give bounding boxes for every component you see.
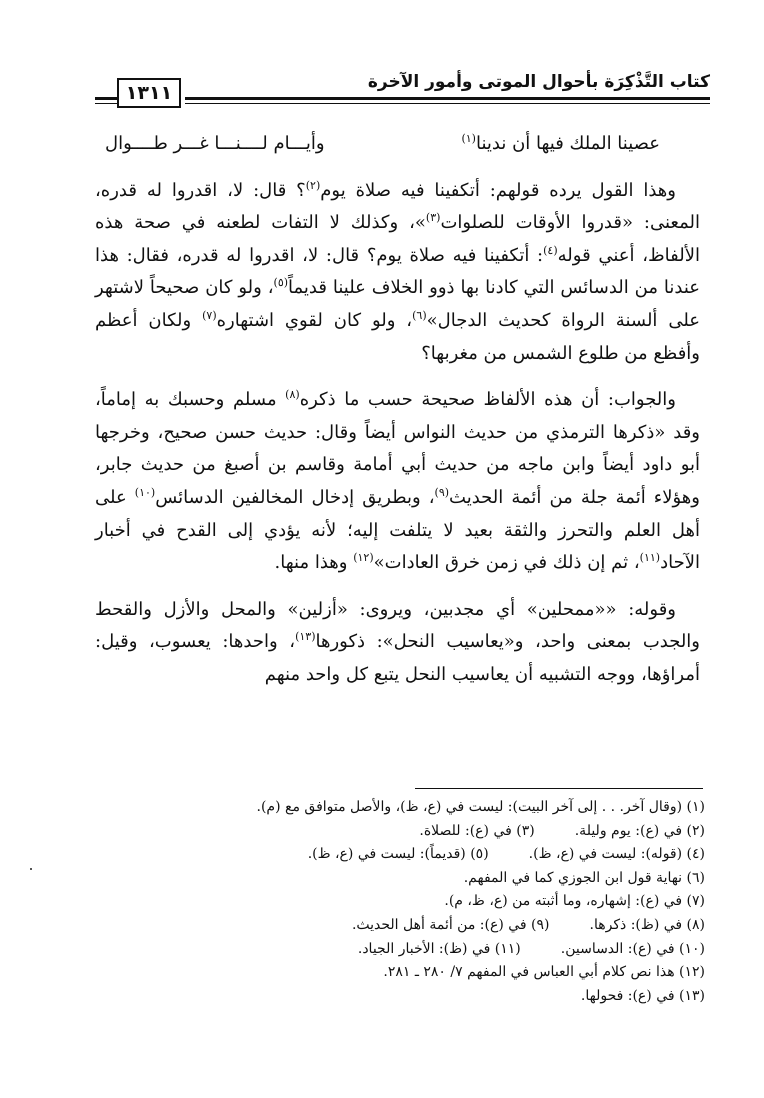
footnote-ref: (٩): [434, 485, 450, 499]
running-header: [95, 58, 710, 108]
text-segment: ، ثم إن ذلك في زمن خرق العادات»: [373, 552, 640, 574]
page-number-rule-thin: [95, 103, 117, 104]
footnote: (٦) نهاية قول ابن الجوزي كما في المفهم.: [463, 869, 705, 886]
text-segment: والجواب: أن هذه الألفاظ صحيحة حسب ما ذكره: [299, 389, 676, 411]
poem-verse: [95, 128, 700, 161]
footnote: (١) (وقال آخر. . . إلى آخر البيت): ليست في (ع، ظ)، والأصل متوافق مع (م).: [256, 799, 705, 815]
footnote-line: [180, 938, 705, 962]
footnote-ref: (١٣): [295, 630, 316, 644]
verse-second-hemistich: وأيـــام لــــنـــا غـــر طــــوال: [105, 133, 325, 154]
footnote-ref: (٦): [412, 308, 427, 322]
margin-speck: [30, 868, 32, 870]
paragraph: [95, 594, 700, 692]
footnote: (١٠) في (ع): الدساسين.: [560, 940, 705, 957]
text-segment: ؟ قال: لا، اقدروا له قدره، المعنى: «قدروا الأوقات للصلوات: [95, 179, 700, 234]
footnotes: [180, 796, 705, 1008]
footnote: (٩) في (ع): من أئمة أهل الحديث.: [351, 916, 550, 933]
paragraph: [95, 175, 700, 371]
book-title: كتاب التَّذْكِرَة بأحوال الموتى وأمور الآخرة: [367, 72, 710, 92]
footnote-line: [180, 820, 705, 844]
footnote: (٥) (قديماً): ليست في (ع، ظ).: [307, 846, 489, 863]
text-segment: على أهل العلم والتحرز والثقة بعيد لا يتلفت إليه؛ لأنه يؤدي إلى القدح في أخبار الآحاد: [95, 486, 700, 574]
footnote-line: [180, 867, 705, 891]
footnote-ref: (١): [461, 132, 476, 145]
text-segment: وهذا منها.: [274, 552, 354, 574]
footnote-separator: [415, 788, 703, 789]
footnote-ref: (٣): [425, 211, 441, 225]
main-text: [95, 128, 700, 706]
page-number: ١٣١١: [117, 78, 181, 108]
footnote-ref: (٨): [285, 388, 300, 402]
footnote: (١١) في (ظ): الأخبار الجياد.: [357, 940, 521, 957]
footnote: (١٢) هذا نص كلام أبي العباس في المفهم ٧/ ٢٨٠ ـ ٢٨١.: [383, 964, 705, 981]
paragraphs: [95, 175, 700, 692]
footnote-ref: (١٢): [353, 551, 374, 565]
text-segment: ولكان أعظم وأفظع من طلوع الشمس من مغربها؟: [95, 309, 700, 364]
footnote-line: [180, 843, 705, 867]
footnote-ref: (٤): [543, 243, 558, 257]
footnote: (٢) في (ع): يوم وليلة.: [574, 822, 705, 839]
header-rule: [185, 97, 710, 100]
text-segment: ، واحدها: يعسوب، وقيل: أمراؤها، ووجه التشبيه أن يعاسيب النحل يتبع كل واحد منهم: [95, 631, 700, 685]
paragraph: [95, 384, 700, 580]
text-segment: مسلم وحسبك به إماماً، وقد «ذكرها الترمذي من حديث النواس أيضاً وقال: حديث حسن صحيح، وخرجها أبو داود أيضاً وابن ماجه من حديث أبي أمامة وقاسم بن أصبغ من حديث جابر، وهؤلاء أئمة جلة من أئمة الحديث: [95, 389, 700, 508]
footnote: (١٣) في (ع): فحولها.: [580, 987, 705, 1004]
footnote-ref: (٢): [305, 178, 321, 192]
text-segment: ، ولو كان صحيحاً لاشتهر على ألسنة الرواة كحديث الدجال»: [95, 277, 701, 331]
text-segment: وهذا القول يرده قولهم: أتكفينا فيه صلاة يوم: [320, 179, 676, 201]
footnote: (٤) (قوله): ليست في (ع، ظ).: [528, 846, 705, 863]
text-segment: وقوله: ««ممحلين» أي مجدبين، ويروى: «أزلين» والمحل والأزل والقحط والجدب بمعنى واحد، و«يعاسيب النحل»: ذكورها: [95, 598, 701, 653]
footnote-line: [180, 961, 705, 985]
footnote: (٣) في (ع): للصلاة.: [419, 822, 535, 839]
footnote-ref: (١٠): [134, 485, 156, 499]
header-rule-thin: [185, 103, 710, 104]
text-segment: »، وكذلك لا التفات لطعنه في صحة هذه الألفاظ، أعني قوله: [95, 212, 700, 266]
footnote: (٨) في (ظ): ذكرها.: [589, 916, 705, 933]
page-number-rule: [95, 97, 117, 100]
footnote-line: [180, 914, 705, 938]
text-segment: : أتكفينا فيه صلاة يوم؟ قال: لا، اقدروا له قدره، فقال: هذا عندنا من الدسائس التي كادنا بها ذوو الخلاف علينا قديماً: [95, 244, 701, 299]
footnote-line: [180, 890, 705, 914]
text-segment: ، ولو كان لقوي اشتهاره: [216, 309, 413, 331]
footnote-line: [180, 796, 705, 820]
footnote-ref: (١١): [639, 551, 661, 565]
footnote: (٧) في (ع): إشهاره، وما أثبته من (ع، ظ، م).: [444, 893, 705, 910]
footnote-line: [180, 985, 705, 1009]
text-segment: ، وبطريق إدخال المخالفين الدسائس: [155, 486, 435, 508]
footnote-ref: (٥): [273, 276, 289, 290]
verse-first-hemistich: عصينا الملك فيها أن ندينا$^{(١)}$: [461, 132, 660, 154]
footnote-ref: (٧): [202, 308, 217, 322]
